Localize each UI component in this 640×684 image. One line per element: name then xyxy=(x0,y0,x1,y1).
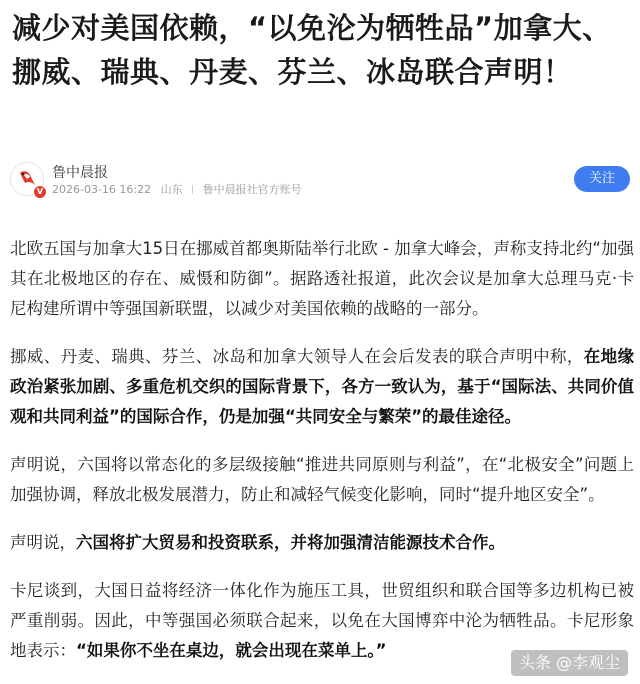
account-type: 鲁中晨报社官方账号 xyxy=(202,183,302,196)
article-paragraph xyxy=(10,234,634,324)
paragraph-text: 北欧五国与加拿大15日在挪威首都奥斯陆举行北欧 - 加拿大峰会，声称支持北约“加强其在北极地区的存在、威慑和防御”。据路透社报道，此次会议是加拿大总理马克·卡尼构建所谓中等强国新联盟，以减少对美国依赖的战略的一部分。 xyxy=(10,239,634,318)
article-body xyxy=(10,234,634,684)
author-meta-bar xyxy=(10,160,630,200)
emphasized-text: “如果你不坐在桌边，就会出现在菜单上。” xyxy=(76,641,387,660)
publish-info xyxy=(52,181,308,197)
article-title: 减少对美国依赖，“以免沦为牺牲品”加拿大、挪威、瑞典、丹麦、芬兰、冰岛联合声明！ xyxy=(12,11,612,89)
publish-location: 山东 xyxy=(160,183,183,196)
meta-divider xyxy=(192,185,193,194)
emphasized-text: 六国将扩大贸易和投资联系，并将加强清洁能源技术合作。 xyxy=(76,533,505,552)
paragraph-text: 挪威、丹麦、瑞典、芬兰、冰岛和加拿大领导人在会后发表的联合声明中称， xyxy=(10,347,584,366)
article-paragraph xyxy=(10,342,634,432)
article-paragraph xyxy=(10,528,634,558)
follow-button[interactable]: 关注 xyxy=(574,166,630,192)
source-watermark: 头条 @李观尘 xyxy=(511,650,628,676)
article-paragraph xyxy=(10,450,634,510)
emphasized-text: 在地缘政治紧张加剧、多重危机交织的国际背景下，各方一致认为，基于“国际法、共同价值观和共同利益”的国际合作，仍是加强“共同安全与繁荣”的最佳途径。 xyxy=(10,347,634,426)
author-avatar[interactable] xyxy=(10,162,44,196)
paragraph-text: 声明说，六国将以常态化的多层级接触“推进共同原则与利益”，在“北极安全”问题上加强协调，释放北极发展潜力，防止和减轻气候变化影响，同时“提升地区安全”。 xyxy=(10,455,634,504)
verified-badge-icon: V xyxy=(33,185,47,199)
author-name[interactable]: 鲁中晨报 xyxy=(52,165,108,181)
publish-time: 2026-03-16 16:22 xyxy=(52,183,152,196)
paragraph-text: 声明说， xyxy=(10,533,76,552)
paragraph-text: 卡尼谈到，大国日益将经济一体化作为施压工具，世贸组织和联合国等多边机构已被严重削弱。因此，中等强国必须联合起来，以免在大国博弈中沦为牺牲品。卡尼形象地表示： xyxy=(10,581,634,660)
